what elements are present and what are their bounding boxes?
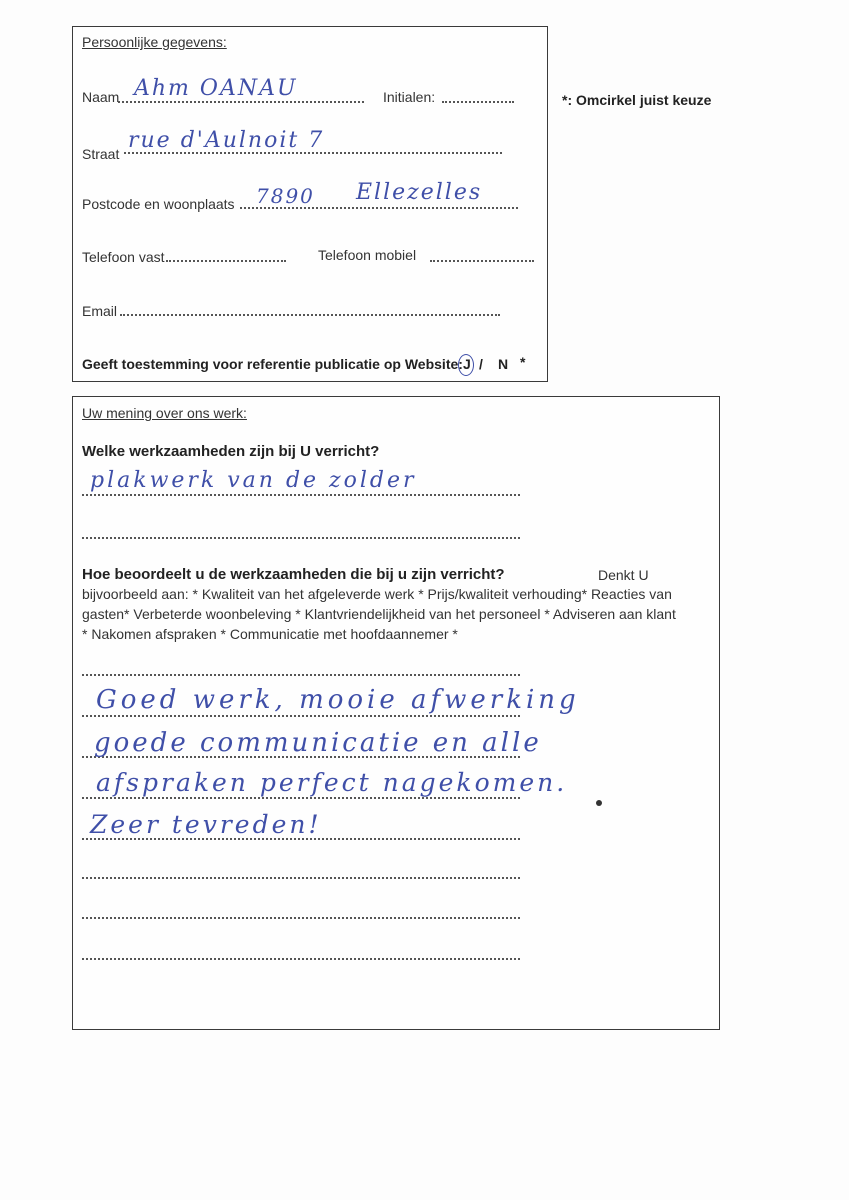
consent-separator: /: [479, 356, 483, 372]
answer-2-text-line: Goed werk, mooie afwerking: [96, 685, 580, 715]
city-value: Ellezelles: [356, 180, 483, 205]
email-label: Email: [82, 303, 118, 319]
answer-2-text-line: goede communicatie en alle: [94, 728, 542, 758]
consent-yes[interactable]: J: [463, 356, 471, 372]
question-2-suffix: Denkt U: [598, 567, 649, 583]
consent-label: Geeft toestemming voor referentie publicatie op Website:: [82, 356, 463, 372]
initials-label: Initialen:: [383, 89, 436, 105]
answer-2-line[interactable]: [82, 958, 520, 960]
name-line[interactable]: [118, 101, 364, 103]
question-1: Welke werkzaamheden zijn bij U verricht?: [82, 443, 380, 460]
answer-1: plakwerk van de zolder: [90, 468, 417, 493]
answer-1-line-1[interactable]: [82, 494, 520, 496]
mobile-label: Telefoon mobiel: [318, 247, 417, 263]
answer-2-line[interactable]: [82, 877, 520, 879]
name-value: Ahm OANAU: [134, 76, 298, 101]
question-2-hint-line: gasten* Verbeterde woonbeleving * Klantvriendelijkheid van het personeel * Adviseren aan klant: [82, 606, 676, 622]
email-line[interactable]: [120, 314, 500, 316]
question-2-hint-line: * Nakomen afspraken * Communicatie met hoofdaannemer *: [82, 626, 458, 642]
street-value: rue d'Aulnoit 7: [128, 128, 325, 153]
answer-2-line[interactable]: [82, 797, 520, 799]
phone-label: Telefoon vast: [82, 249, 165, 265]
answer-2-line[interactable]: [82, 917, 520, 919]
street-label: Straat: [82, 146, 120, 162]
opinion-heading: Uw mening over ons werk:: [82, 405, 247, 421]
answer-1-line-2[interactable]: [82, 537, 520, 539]
question-2-hint-line: bijvoorbeeld aan: * Kwaliteit van het afgeleverde werk * Prijs/kwaliteit verhouding* Reacties van: [82, 586, 672, 602]
consent-no[interactable]: N: [498, 356, 509, 372]
initials-line[interactable]: [442, 101, 514, 103]
consent-star: *: [520, 354, 526, 370]
answer-2-text-line: Zeer tevreden!: [90, 810, 322, 839]
answer-2-text-line: afspraken perfect nagekomen.: [96, 768, 568, 797]
personal-heading: Persoonlijke gegevens:: [82, 34, 227, 50]
phone-line[interactable]: [166, 260, 286, 262]
postcode-label: Postcode en woonplaats: [82, 196, 235, 212]
choice-note: *: Omcirkel juist keuze: [562, 92, 712, 108]
ink-speck: [596, 800, 602, 806]
mobile-line[interactable]: [430, 260, 534, 262]
answer-2-line[interactable]: [82, 715, 520, 717]
question-2: Hoe beoordeelt u de werkzaamheden die bij u zijn verricht?: [82, 566, 505, 583]
postcode-value: 7890: [256, 184, 315, 208]
answer-2-line[interactable]: [82, 674, 520, 676]
name-label: Naam: [82, 89, 120, 105]
